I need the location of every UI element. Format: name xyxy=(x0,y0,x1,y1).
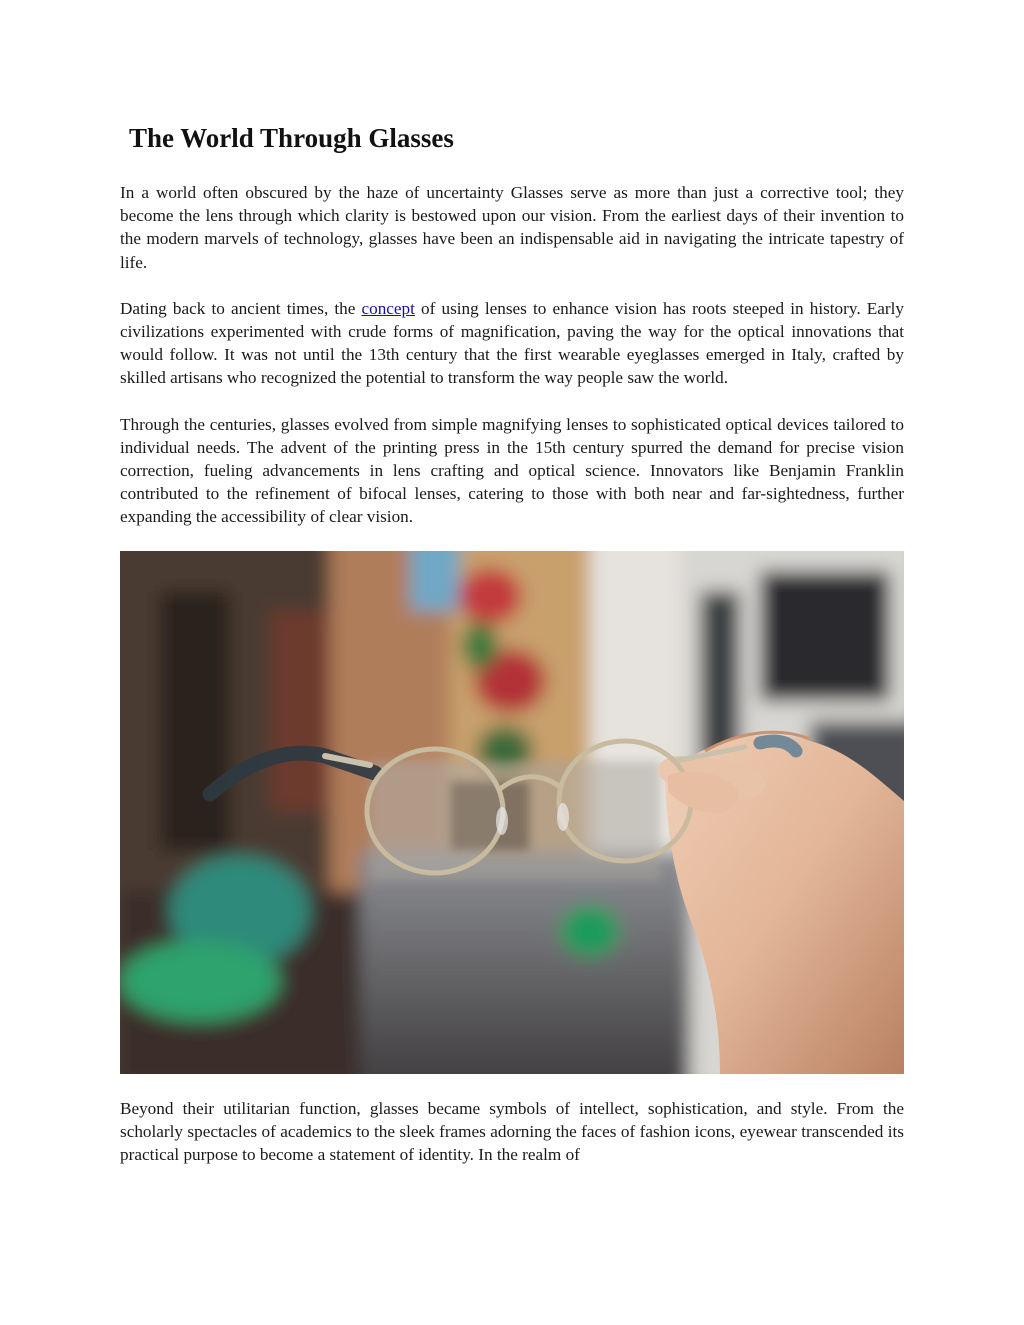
concept-link[interactable]: concept xyxy=(361,298,415,318)
article xyxy=(120,118,904,1166)
paragraph-style: Beyond their utilitarian function, glasses became symbols of intellect, sophistication, and style. From the scholarly spectacles of academics to the sleek frames adorning the faces of fashion icons, eyewear transcended its practical purpose to become a statement of identity. In the realm of xyxy=(120,1098,904,1165)
page-title: The World Through Glasses xyxy=(129,123,454,153)
paragraph-history-text-start: Dating back to ancient times, the xyxy=(120,298,362,318)
paragraph-intro: In a world often obscured by the haze of uncertainty Glasses serve as more than just a corrective tool; they become the lens through which clarity is bestowed upon our vision. From the earliest days of their invention to the modern marvels of technology, glasses have been an indispensable aid in navigating the intricate tapestry of life. xyxy=(120,183,904,272)
paragraph-evolution: Through the centuries, glasses evolved from simple magnifying lenses to sophisticated optical devices tailored to individual needs. The advent of the printing press in the 15th century spurred the demand for precise vision correction, fueling advancements in lens crafting and optical science. Innovators like Benjamin Franklin contributed to the refinement of bifocal lenses, catering to those with both near and far-sightedness, further expanding the accessibility of clear vision. xyxy=(120,414,904,527)
paragraph-history-text-end: of using lenses to enhance vision has roots steeped in history. Early civilizations experimented with crude forms of magnification, paving the way for the optical innovations that would follow. It was not until the 13th century that the first wearable eyeglasses emerged in Italy, crafted by skilled artisans who recognized the potential to transform the way people saw the world. xyxy=(120,298,904,388)
glasses-photo xyxy=(120,551,904,1074)
paragraph-history xyxy=(120,297,904,390)
